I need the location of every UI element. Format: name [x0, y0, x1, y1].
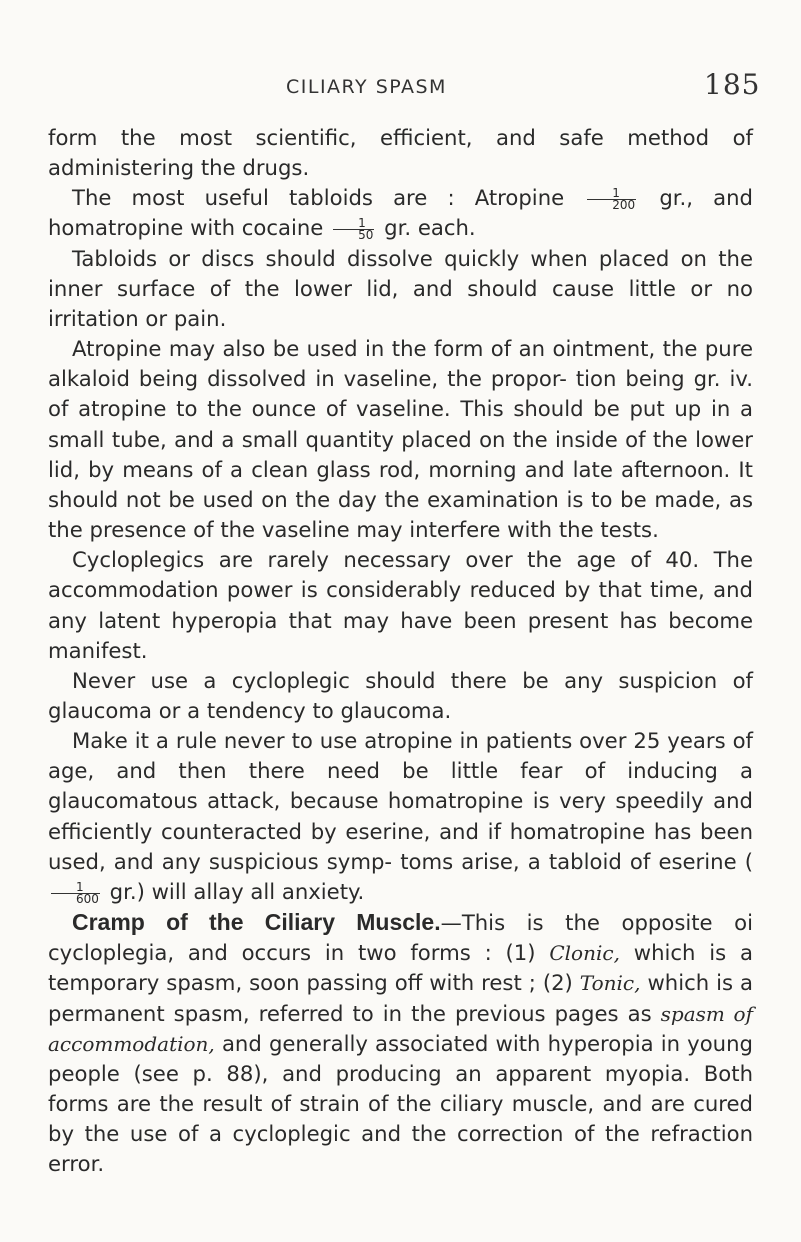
body-text [48, 123, 753, 1179]
term-clonic: Clonic, [549, 941, 620, 966]
running-head-title: CILIARY SPASM [286, 76, 447, 98]
page-number: 185 [704, 68, 761, 101]
paragraph-4: Atropine may also be used in the form of an ointment, the pure alkaloid being dissolved in vaseline, the propor- tion being gr. iv. of atropine to the ounce of vaseline. This should be put up in a small tube, and a small quantity placed on the inside of the lower lid, by means of a clean glass rod, morning and late afternoon. It should not be used on the day the examination is to be made, as the presence of the vaseline may interfere with the tests. [48, 336, 753, 543]
paragraph-6: Never use a cycloplegic should there be any suspicion of glaucoma or a tendency to glaucoma. [48, 667, 753, 723]
fraction-eserine-dose [51, 879, 100, 906]
fraction-numerator: 1 [333, 218, 374, 230]
paragraph-1: form the most scientific, efficient, and safe method of administering the drugs. [48, 125, 753, 181]
fraction-atropine-dose [587, 188, 636, 211]
paragraph-5: Cycloplegics are rarely necessary over the age of 40. The accommodation power is considerably reduced by that time, and any latent hyperopia that may have been present has become manifest. [48, 547, 753, 663]
fraction-numerator: 1 [51, 882, 100, 894]
fraction-numerator: 1 [587, 188, 636, 200]
section-heading-cramp: Cramp of the Ciliary Muscle. [72, 909, 441, 936]
paragraph-7 [48, 726, 753, 907]
paragraph-2 [48, 183, 753, 243]
p8-text-c: which is a permanent spasm, referred to in the previous pages as [48, 970, 753, 1026]
p7-text-b: gr.) will allay all anxiety. [109, 878, 365, 904]
p8-text-a: —This is the opposite oi cycloplegia, and occurs in two forms : (1) [48, 910, 753, 966]
paragraph-8 [48, 907, 753, 1179]
p2-text-c: gr. each. [384, 215, 476, 241]
term-tonic: Tonic, [579, 971, 641, 996]
p2-text-a: The most useful tabloids are : Atropine [72, 185, 565, 211]
p7-text-a: Make it a rule never to use atropine in patients over 25 years of age, and then there need be little fear of inducing a glaucomatous attack, because homatropine is very speedily and efficiently counteracted by eserine, and if homatropine has been used, and any suspicious symp- toms arise, a tabloid of eserine ( [48, 728, 753, 874]
p8-text-d: and generally associated with hyperopia in young people (see p. 88), and producing an apparent myopia. Both forms are the result of strain of the ciliary muscle, and are cured by the use of a cycloplegic and the correction of the refraction error. [48, 1030, 753, 1177]
p8-text-b: which is a temporary spasm, soon passing off with rest ; (2) [48, 940, 753, 996]
fraction-denominator: 200 [612, 198, 636, 213]
p2-text-b: gr., and homatropine with cocaine [48, 185, 753, 241]
paragraph-3: Tabloids or discs should dissolve quickly when placed on the inner surface of the lower lid, and should cause little or no irritation or pain. [48, 245, 753, 331]
fraction-denominator: 600 [76, 891, 99, 906]
fraction-cocaine-dose [333, 218, 374, 241]
term-spasm-of-accommodation: spasm of accommodation, [48, 1001, 753, 1056]
fraction-denominator: 50 [358, 228, 374, 243]
running-head [0, 68, 801, 108]
